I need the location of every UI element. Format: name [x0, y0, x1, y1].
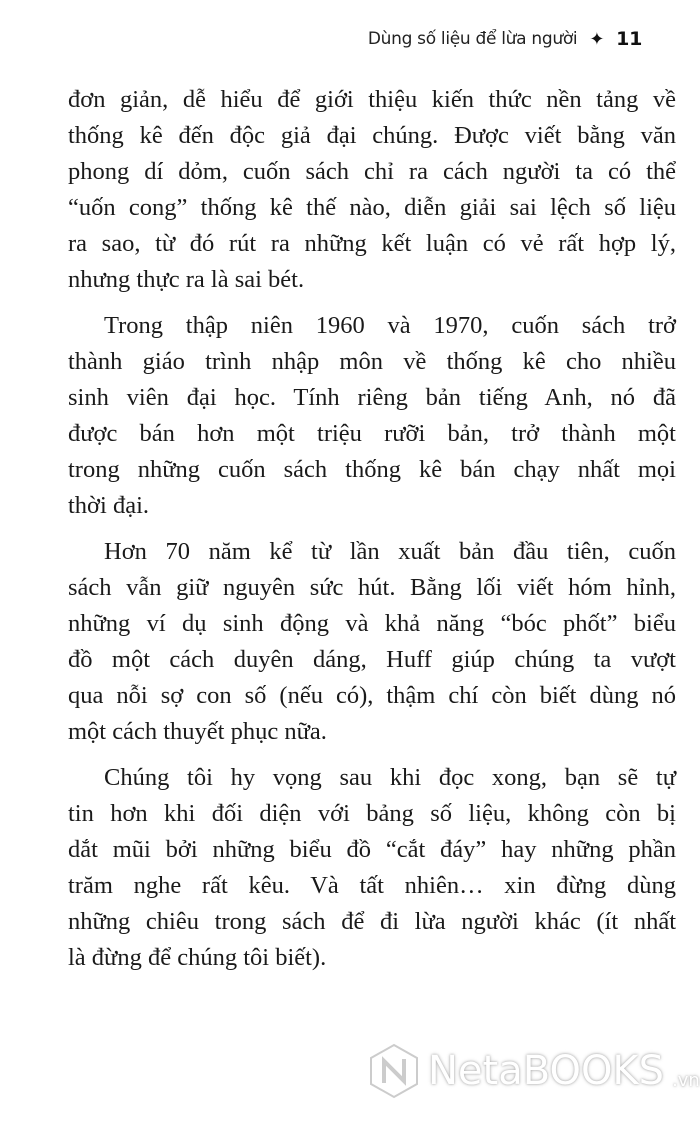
text-line: đồ một cách duyên dáng, Huff giúp chúng ta vượt [68, 646, 676, 673]
text-line: tin hơn khi đối diện với bảng số liệu, không còn bị [68, 800, 676, 827]
text-line: thống kê đến độc giả đại chúng. Được viết bằng văn [68, 122, 676, 149]
text-line: dắt mũi bởi những biểu đồ “cắt đáy” hay những phần [68, 836, 676, 863]
text-line: sinh viên đại học. Tính riêng bản tiếng Anh, nó đã [68, 384, 676, 411]
netabooks-logo-icon [368, 1043, 420, 1099]
text-line: thành giáo trình nhập môn về thống kê cho nhiều [68, 348, 676, 375]
paragraph [68, 308, 676, 524]
text-line: được bán hơn một triệu rưỡi bản, trở thành một [68, 420, 676, 447]
page-number: 11 [616, 28, 642, 50]
text-line: trăm nghe rất kêu. Và tất nhiên… xin đừng dùng [68, 872, 676, 899]
text-line: những ví dụ sinh động và khả năng “bóc phốt” biểu [68, 610, 676, 637]
text-line: trong những cuốn sách thống kê bán chạy nhất mọi [68, 456, 676, 483]
text-line: Chúng tôi hy vọng sau khi đọc xong, bạn sẽ tự [104, 764, 676, 791]
text-line: sách vẫn giữ nguyên sức hút. Bằng lối viết hóm hỉnh, [68, 574, 676, 601]
watermark-suffix: .vn [672, 1070, 700, 1091]
text-line: Hơn 70 năm kể từ lần xuất bản đầu tiên, cuốn [104, 538, 676, 565]
text-line: một cách thuyết phục nữa. [68, 718, 327, 745]
text-line: những chiêu trong sách để đi lừa người khác (ít nhất [68, 908, 676, 935]
text-line: phong dí dỏm, cuốn sách chỉ ra cách người ta có thể [68, 158, 676, 185]
text-line: thời đại. [68, 492, 150, 519]
paragraph [68, 534, 676, 750]
text-line: Trong thập niên 1960 và 1970, cuốn sách trở [104, 312, 676, 339]
paragraph [68, 760, 676, 976]
running-header [368, 28, 642, 50]
text-line: là đừng để chúng tôi biết). [68, 944, 327, 971]
text-line: ra sao, từ đó rút ra những kết luận có vẻ rất hợp lý, [68, 230, 676, 257]
text-line: “uốn cong” thống kê thế nào, diễn giải sai lệch số liệu [68, 194, 676, 221]
text-line: đơn giản, dễ hiểu để giới thiệu kiến thức nền tảng về [68, 86, 676, 113]
body-text [68, 82, 676, 986]
watermark [368, 1043, 700, 1099]
paragraph [68, 82, 676, 298]
running-title: Dùng số liệu để lừa người [367, 29, 578, 49]
star-separator-icon: ✦ [589, 28, 605, 50]
text-line: nhưng thực ra là sai bét. [68, 266, 305, 293]
text-line: qua nỗi sợ con số (nếu có), thậm chí còn biết dùng nó [68, 682, 676, 709]
watermark-brand: NetaBOOKS [428, 1048, 665, 1094]
